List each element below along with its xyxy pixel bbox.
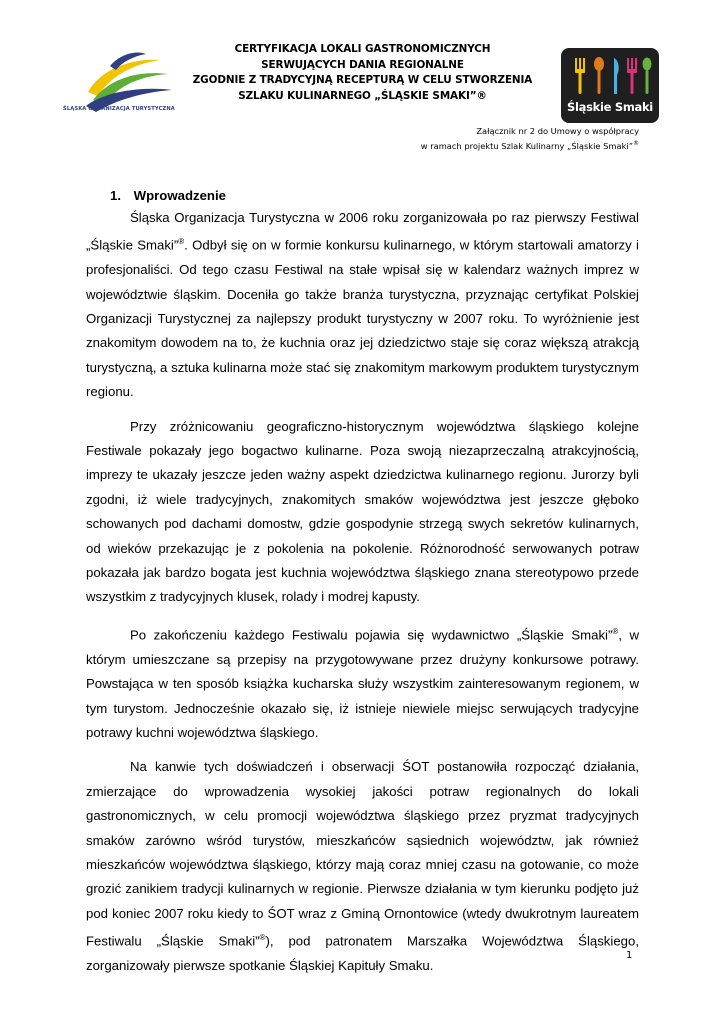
annex-line-1: Załącznik nr 2 do Umowy o współpracy bbox=[476, 126, 639, 136]
paragraph-text: Śląska Organizacja Turystyczna w 2006 roku zorganizowała po raz pierwszy Festiwal „Śląskie Smaki” bbox=[86, 210, 639, 253]
section-heading bbox=[110, 188, 226, 203]
section-title: Wprowadzenie bbox=[133, 188, 226, 203]
header-title-line: CERTYFIKACJA LOKALI GASTRONOMICZNYCH bbox=[234, 43, 491, 55]
sot-logo-caption: ŚLĄSKA ORGANIZACJA TURYSTYCZNA bbox=[63, 106, 175, 112]
paragraph-text: Przy zróżnicowaniu geograficzno-historycznym województwa śląskiego kolejne Festiwale pokazały jego bogactwo kulinarne. Poza swoją niezaprzeczalną atrakcyjnością, imprezy te ukazały jeszcze jeden ważny aspekt dziedzictwa kulinarnego regionu. Jurorzy byli zgodni, iż wiele tradycyjnych, znakomitych smaków województwa jest jeszcze głęboko schowanych pod dachami domostw, gdzie gospodynie strzegą swych sekretów kulinarnych, od wieków przekazując je z pokolenia na pokolenie. Różnorodność serwowanych potraw pokazała jak bardzo bogata jest kuchnia województwa śląskiego znana stereotypowo przede wszystkim z tradycyjnych klusek, rolady i modrej kapusty. bbox=[86, 418, 639, 605]
header-title-line: ZGODNIE Z TRADYCYJNĄ RECEPTURĄ W CELU STWORZENIA bbox=[192, 74, 533, 86]
header-title-line: SZLAKU KULINARNEGO „ŚLĄSKIE SMAKI”® bbox=[238, 89, 487, 102]
section-number: 1. bbox=[110, 188, 121, 203]
body-paragraph bbox=[86, 620, 639, 745]
document-header-title bbox=[190, 42, 535, 104]
paragraph-text: ), pod patronatem Marszałka Województwa Śląskiego, zorganizowały pierwsze spotkanie Śląskiej Kapituły Smaku. bbox=[86, 933, 639, 973]
paragraph-text: , w którym umieszczane są przepisy na przygotowywane przez drużyny konkursowe potrawy. Powstająca w ten sposób książka kucharska służy wszystkim zainteresowanym regionem, w tym turystom. Jednocześnie okazało się, iż istnieje niewiele miejsc serwujących tradycyjne potrawy kuchni województwa śląskiego. bbox=[86, 627, 639, 740]
body-paragraph bbox=[86, 755, 639, 978]
paragraph-text: Na kanwie tych doświadczeń i obserwacji ŚOT postanowiła rozpocząć działania, zmierzające do wprowadzenia wysokiej jakości potraw regionalnych do lokali gastronomicznych, w celu promocji województwa śląskiego przez pryzmat tradycyjnych smaków zarówno wśród turystów, mieszkańców sąsiednich województw, jak również mieszkańców województwa śląskiego, którzy mają coraz mniej czasu na gotowanie, co może grozić zanikiem tradycji kulinarnych w regionie. Pierwsze działania w tym kierunku podjęto już pod koniec 2007 roku kiedy to ŚOT wraz z Gminą Ornontowice (wtedy dwukrotnym laureatem Festiwalu „Śląskie Smaki” bbox=[86, 759, 639, 949]
registered-mark: ® bbox=[612, 626, 619, 636]
annex-registered-mark: ® bbox=[633, 139, 639, 147]
paragraph-text: . Odbył się on w formie konkursu kulinarnego, w którym startowali amatorzy i profesjonaliści. Od tego czasu Festiwal na stałe wpisał się w kalendarz ważnych imprez w województwie śląskim. Doceniła go także branża turystyczna, przyznając certyfikat Polskiej Organizacji Turystycznej za najlepszy produkt turystyczny w 2007 roku. To wyróżnienie jest znakomitym dowodem na to, że kuchnia oraz jej dziedzictwo staje się coraz większą atrakcją turystyczną, a sztuka kulinarna może stać się znakomitym markowym produktem turystycznym regionu. bbox=[86, 237, 639, 400]
annex-note bbox=[421, 126, 639, 152]
document-body bbox=[86, 206, 639, 988]
annex-line-2 bbox=[421, 138, 639, 152]
slaskie-smaki-logo-text: Śląskie Smaki bbox=[567, 100, 653, 114]
slaskie-smaki-logo bbox=[561, 48, 659, 123]
page-number: 1 bbox=[626, 950, 633, 961]
annex-line-2-text: w ramach projektu Szlak Kulinarny „Śląskie Smaki” bbox=[420, 140, 633, 151]
registered-mark: ® bbox=[259, 933, 266, 943]
body-paragraph bbox=[86, 415, 639, 610]
registered-mark: ® bbox=[178, 237, 185, 247]
body-paragraph bbox=[86, 206, 639, 405]
paragraph-text: Po zakończeniu każdego Festiwalu pojawia się wydawnictwo „Śląskie Smaki” bbox=[130, 627, 613, 643]
header-title-line: SERWUJĄCYCH DANIA REGIONALNE bbox=[261, 58, 464, 71]
